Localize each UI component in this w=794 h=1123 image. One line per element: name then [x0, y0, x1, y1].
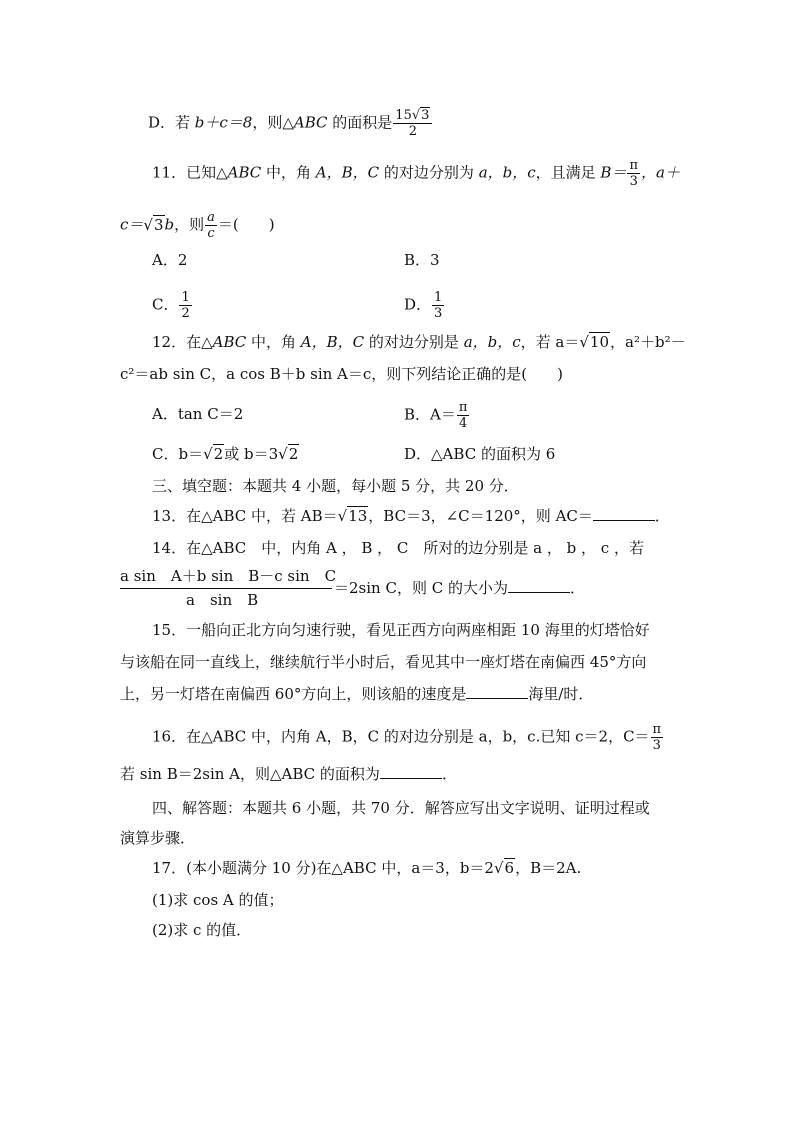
answer-blank[interactable]: [466, 684, 528, 699]
q15-line1: 15．一船向正北方向匀速行驶，看见正西方向两座相距 10 海里的灯塔恰好: [152, 621, 650, 639]
answer-blank[interactable]: [508, 578, 570, 593]
q17-part1: (1)求 cos A 的值；: [152, 891, 284, 909]
fraction: $\frac{\pi}{3}$: [629, 158, 638, 189]
q14-rest: ＝2sin C，则 C 的大小为 ．: [334, 579, 585, 597]
q11-option-a: A．2: [152, 251, 188, 269]
q11-line1: 11．已知△ABC 中，角 A，B，C 的对边分别为 a，b，c，且满足 B＝ $\frac{\pi}{3}$ ，a＋: [152, 158, 680, 189]
q16-line1: 16．在△ABC 中，内角 A，B，C 的对边分别是 a，b，c.已知 c＝2，C＝ $\frac{\pi}{3}$: [152, 722, 662, 753]
q12-option-b: B．A＝ $\frac{\pi}{4}$: [404, 400, 468, 431]
q14-fraction-bar: [120, 588, 332, 589]
q12-option-a: A．tan C＝2: [152, 405, 244, 423]
fraction: $\frac{\pi}{4}$: [458, 400, 468, 431]
q14-denominator: a sin B: [186, 591, 259, 609]
q11-line2: c＝√3b，则 $\frac{a}{c}$ ＝( ): [120, 210, 275, 241]
q13: 13．在△ABC 中，若 AB＝√13，BC＝3，∠C＝120°，则 AC＝ ．: [152, 507, 670, 525]
answer-blank[interactable]: [380, 764, 442, 779]
fraction: $\frac{15√3}{2}$: [393, 108, 432, 139]
section-4-heading-line2: 演算步骤．: [120, 829, 196, 847]
q15-line2: 与该船在同一直线上，继续航行半小时后，看见其中一座灯塔在南偏西 45°方向: [120, 653, 647, 671]
answer-blank[interactable]: [593, 506, 655, 521]
q12-line1: 12．在△ABC 中，角 A，B，C 的对边分别是 a，b，c，若 a＝√10，a²＋b²－: [152, 333, 686, 351]
q11-option-b: B．3: [404, 251, 440, 269]
q12-line2: c²＝ab sin C，a cos B＋b sin A＝c，则下列结论正确的是( ): [120, 365, 563, 383]
q14-line1: 14．在△ABC 中，内角 A ， B ， C 所对的边分别是 a ， b ， c ，若: [152, 539, 644, 557]
section-3-heading: 三、填空题：本题共 4 小题，每小题 5 分，共 20 分．: [152, 477, 519, 495]
q11-option-d: D． $\frac{1}{3}$: [404, 290, 443, 321]
section-4-heading-line1: 四、解答题：本题共 6 小题，共 70 分．解答应写出文字说明、证明过程或: [152, 799, 650, 817]
q14-numerator: a sin A＋b sin B－c sin C: [120, 567, 337, 585]
fraction: $\frac{\pi}{3}$: [652, 722, 662, 753]
q17-part2: (2)求 c 的值．: [152, 921, 252, 939]
q12-option-c: C．b＝√2或 b＝3√2: [152, 445, 299, 463]
q12-option-d: D．△ABC 的面积为 6: [404, 445, 556, 463]
q11-option-c: C． $\frac{1}{2}$: [152, 290, 190, 321]
fraction: $\frac{1}{2}$: [181, 290, 190, 321]
q17: 17．(本小题满分 10 分)在△ABC 中，a＝3，b＝2√6，B＝2A.: [152, 859, 582, 877]
q16-line2: 若 sin B＝2sin A，则△ABC 的面积为 ．: [120, 765, 457, 783]
fraction: $\frac{1}{3}$: [434, 290, 443, 321]
fraction: $\frac{a}{c}$: [207, 210, 215, 241]
q10-option-d: D．若 b＋c＝8，则△ABC 的面积是 $\frac{15√3}{2}$: [148, 108, 433, 139]
q15-line3: 上，另一灯塔在南偏西 60°方向上，则该船的速度是 海里/时．: [120, 685, 594, 703]
